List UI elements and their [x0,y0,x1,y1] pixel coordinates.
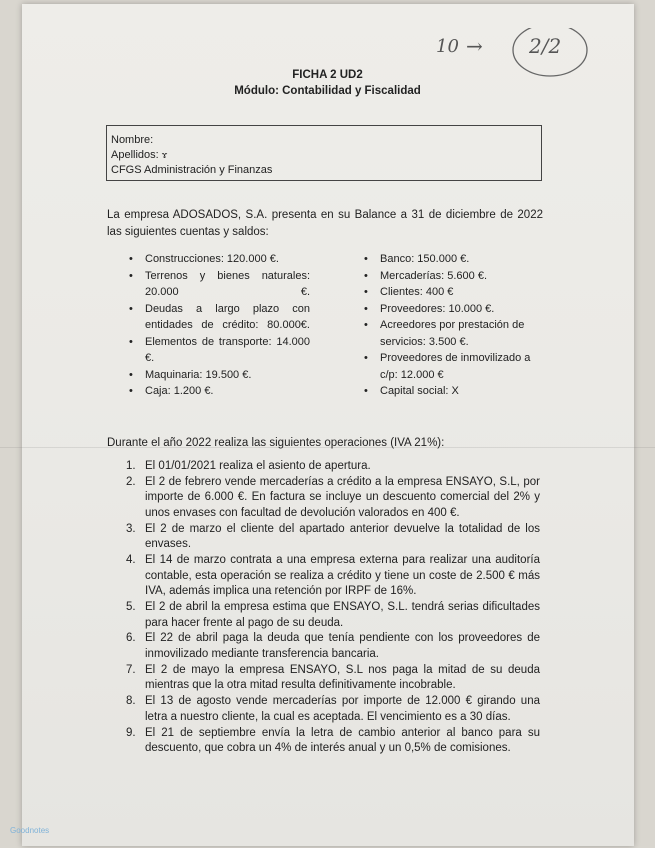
operations-list [126,459,540,757]
operation-item [126,726,540,757]
account-item: • Construcciones: 120.000 €. [125,251,310,268]
operation-number: 7. [126,663,136,676]
account-item: • Deudas a largo plazo con entidades de crédito: 80.000€. [125,301,310,334]
surname-label: Apellidos: [111,149,159,161]
operation-item [126,600,540,631]
operation-item [126,459,540,475]
account-item: • Caja: 1.200 €. [125,383,310,400]
accounts-left-list [125,251,310,400]
student-info-box [106,125,542,181]
module-subtitle: Módulo: Contabilidad y Fiscalidad [234,85,421,97]
operation-number: 3. [126,522,136,535]
operation-number: 8. [126,695,136,708]
operation-text: El 2 de marzo el cliente del apartado anterior devuelve la totalidad de los envases. [145,522,540,551]
operation-text: El 21 de septiembre envía la letra de cambio anterior al banco para su descuento, que cobra un 4% de interés anual y un 0,5% de comisiones. [145,726,540,755]
operation-text: El 14 de marzo contrata a una empresa externa para realizar una auditoría contable, esta operación se realiza a crédito y tiene un coste de 2.500 € más IVA, además implica una retención por IRPF de 16%. [145,554,540,598]
operations-intro: Durante el año 2022 realiza las siguientes operaciones (IVA 21%): [107,437,445,449]
operation-number: 5. [126,601,136,614]
account-item: • Capital social: X [360,383,546,400]
name-label: Nombre: [111,134,154,146]
operation-item [126,553,540,600]
operation-item [126,694,540,725]
account-item: • Proveedores: 10.000 €. [360,301,546,318]
operation-number: 4. [126,554,136,567]
operation-text: El 22 de abril paga la deuda que tenía pendiente con los proveedores de inmovilizado mediante transferencia bancaria. [145,632,540,660]
account-item: • Banco: 150.000 €. [360,251,546,268]
goodnotes-watermark: Goodnotes [10,826,50,835]
account-item: • Mercaderías: 5.600 €. [360,268,546,285]
account-item: • Elementos de transporte: 14.000 €. [125,334,310,367]
operation-item [126,475,540,522]
account-item: • Clientes: 400 € [360,284,546,301]
operation-text: El 2 de mayo la empresa ENSAYO, S.L nos paga la mitad de su deuda mientras que la otra mitad resulta definitivamente incobrable. [145,663,540,692]
operation-text: El 2 de abril la empresa estima que ENSAYO, S.L. tendrá serias dificultades para hacer frente al pago de su deuda. [145,601,540,629]
operation-number: 6. [126,632,136,645]
operation-number: 9. [126,726,136,739]
operation-item [126,663,540,694]
operation-number: 1. [126,460,136,472]
intro-paragraph: La empresa ADOSADOS, S.A. presenta en su Balance a 31 de diciembre de 2022 las siguientes cuentas y saldos: [107,209,543,238]
course-label: CFGS Administración y Finanzas [111,164,273,176]
surname-row [111,148,535,163]
operation-text: El 2 de febrero vende mercaderías a crédito a la empresa ENSAYO, S.L, por importe de 6.000 €. En factura se incluye un descuento comercial del 2% y unos envases con facultad de devolución valorados en 400 €. [145,475,540,519]
surname-mark: ɤ [161,150,168,160]
sheet-title: FICHA 2 UD2 [292,69,363,81]
accounts-right-list [360,251,546,400]
account-item: • Maquinaria: 19.500 €. [125,367,310,384]
grade-score: 10 [436,36,459,57]
grade-fraction: 2/2 [529,34,562,58]
operation-item [126,522,540,553]
operation-text: El 13 de agosto vende mercaderías por importe de 12.000 € girando una letra a nuestro cliente, la cual es aceptada. El vencimiento es a 30 días. [145,695,540,723]
operation-item [126,631,540,662]
account-item: • Proveedores de inmovilizado a c/p: 12.000 € [360,350,546,383]
grade-arrow: → [466,34,483,58]
account-item: • Terrenos y bienes naturales: 20.000 €. [125,268,310,301]
operation-text: El 01/01/2021 realiza el asiento de apertura. [145,460,371,472]
account-item: • Acreedores por prestación de servicios: 3.500 €. [360,317,546,350]
operation-number: 2. [126,475,136,488]
